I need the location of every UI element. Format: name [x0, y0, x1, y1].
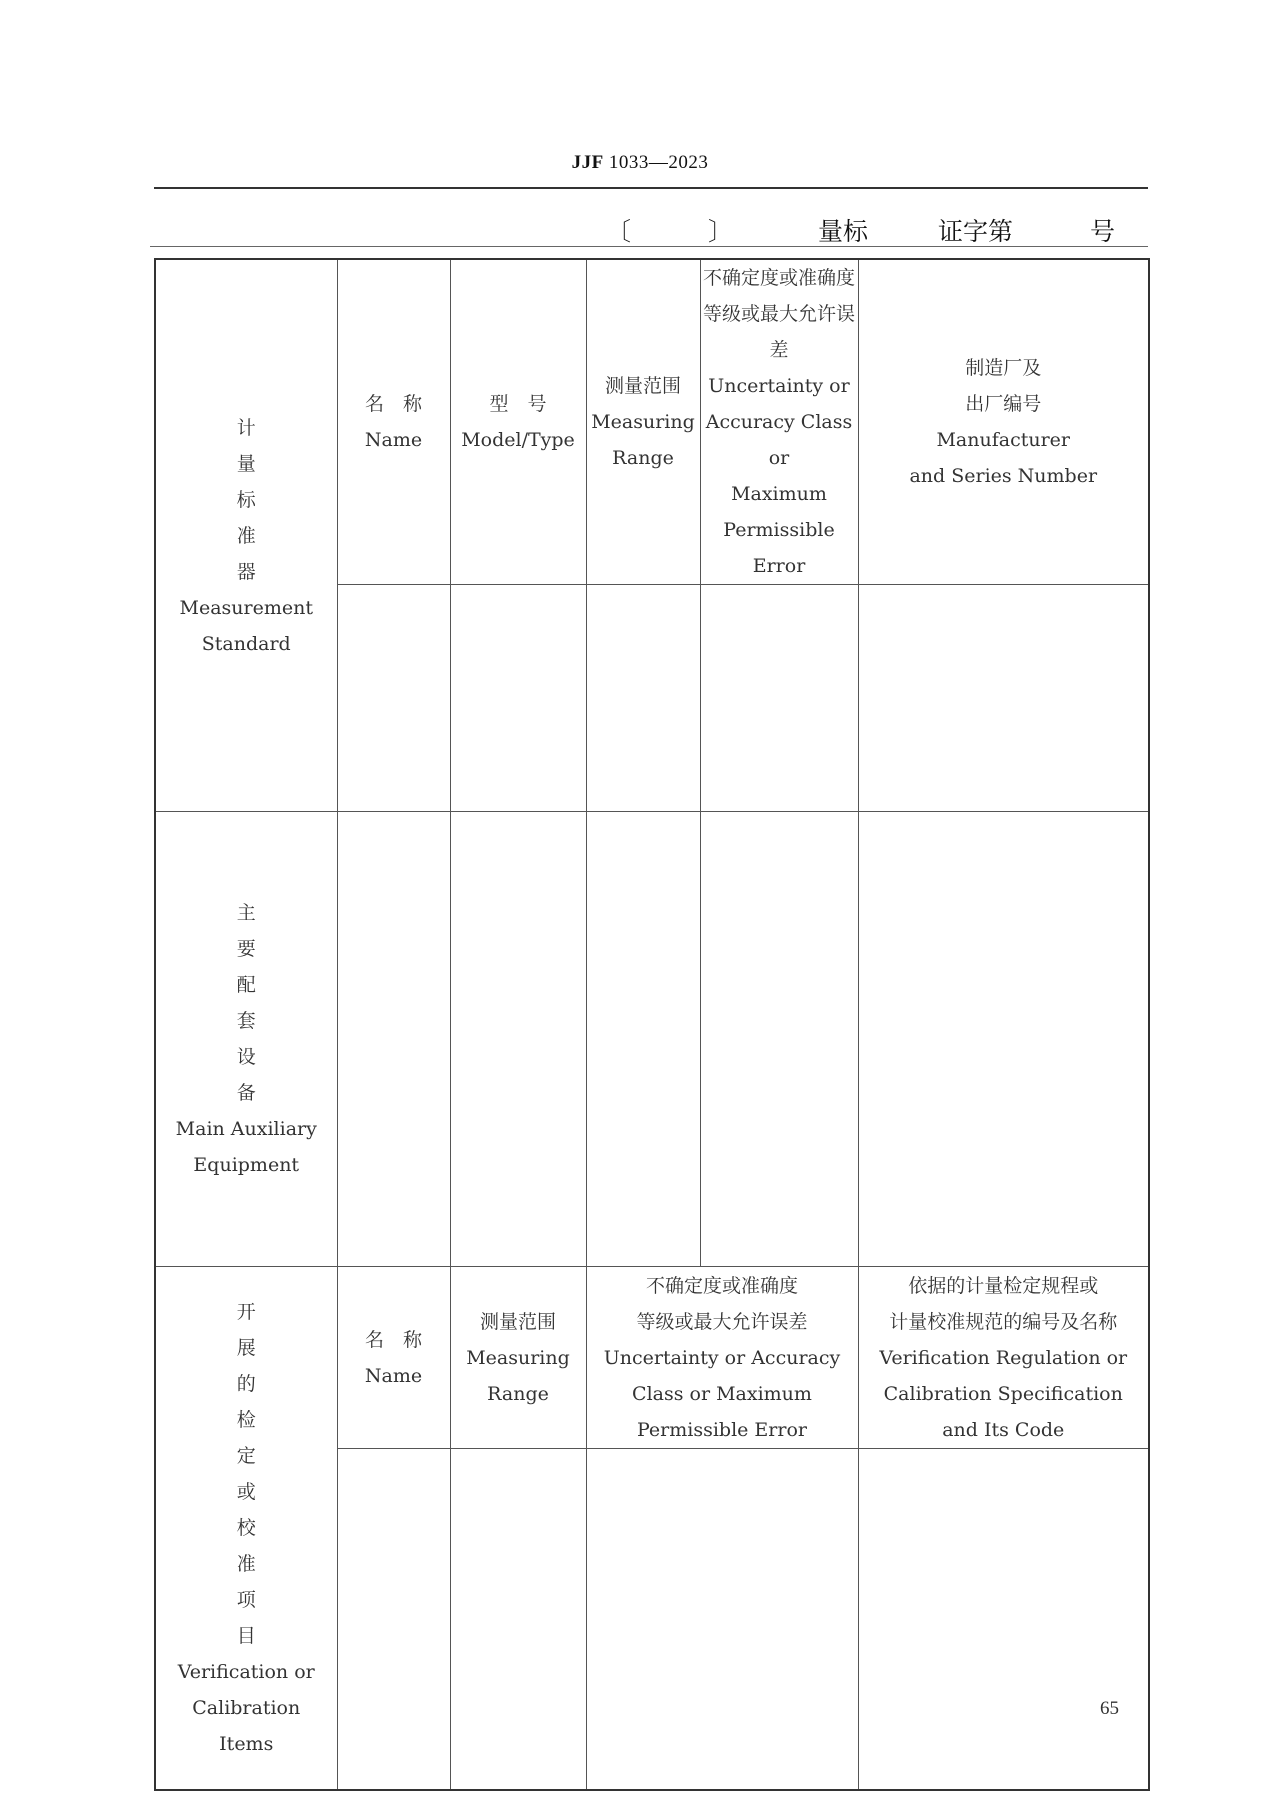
verification-items-label: 开 展 的 检 定 或 校 准 项 目 Verification or Calibration Items	[155, 1267, 337, 1790]
items-header-row	[155, 1267, 1149, 1449]
cert-rule	[150, 246, 1148, 247]
col-name-header: 名 称 Name	[337, 259, 450, 585]
col-model-header: 型 号 Model/Type	[450, 259, 586, 585]
auxiliary-manufacturer-cell[interactable]	[858, 812, 1149, 1267]
bracket-close: 〕	[708, 217, 734, 246]
registration-form-table	[154, 258, 1150, 1791]
col-range-header: 测量范围 Measuring Range	[586, 259, 700, 585]
items-range-cell[interactable]	[450, 1449, 586, 1790]
document-code: JJF 1033—2023	[571, 152, 709, 173]
header-rule	[154, 187, 1148, 189]
auxiliary-uncertainty-cell[interactable]	[700, 812, 858, 1267]
page-number: 65	[1100, 1698, 1119, 1719]
items-col-uncertainty-header: 不确定度或准确度 等级或最大允许误差 Uncertainty or Accuracy Class or Maximum Permissible Error	[586, 1267, 858, 1449]
items-col-regulation-header: 依据的计量检定规程或 计量校准规范的编号及名称 Verification Regulation or Calibration Specification and Its Code	[858, 1267, 1149, 1449]
standard-uncertainty-cell[interactable]	[700, 585, 858, 812]
standard-name-cell[interactable]	[337, 585, 450, 812]
col-uncertainty-header: 不确定度或准确度 等级或最大允许误差 Uncertainty or Accuracy Class or Maximum Permissible Error	[700, 259, 858, 585]
cert-text-1: 量标	[818, 217, 869, 246]
cert-text-2: 证字第	[938, 217, 1014, 246]
auxiliary-equipment-label: 主 要 配 套 设 备 Main Auxiliary Equipment	[155, 812, 337, 1267]
standard-range-cell[interactable]	[586, 585, 700, 812]
measurement-standard-label: 计 量 标 准 器 Measurement Standard	[155, 259, 337, 812]
items-name-cell[interactable]	[337, 1449, 450, 1790]
items-uncertainty-cell[interactable]	[586, 1449, 858, 1790]
auxiliary-name-cell[interactable]	[337, 812, 450, 1267]
items-col-range-header: 测量范围 Measuring Range	[450, 1267, 586, 1449]
auxiliary-model-cell[interactable]	[450, 812, 586, 1267]
items-col-name-header: 名 称 Name	[337, 1267, 450, 1449]
items-regulation-cell[interactable]	[858, 1449, 1149, 1790]
standard-header-row	[155, 259, 1149, 585]
bracket-open: 〔	[606, 217, 632, 246]
certificate-number-line	[0, 212, 1280, 246]
standard-manufacturer-cell[interactable]	[858, 585, 1149, 812]
standard-model-cell[interactable]	[450, 585, 586, 812]
auxiliary-row	[155, 812, 1149, 1267]
cert-text-3: 号	[1090, 217, 1116, 246]
col-manufacturer-header: 制造厂及 出厂编号 Manufacturer and Series Number	[858, 259, 1149, 585]
auxiliary-range-cell[interactable]	[586, 812, 700, 1267]
